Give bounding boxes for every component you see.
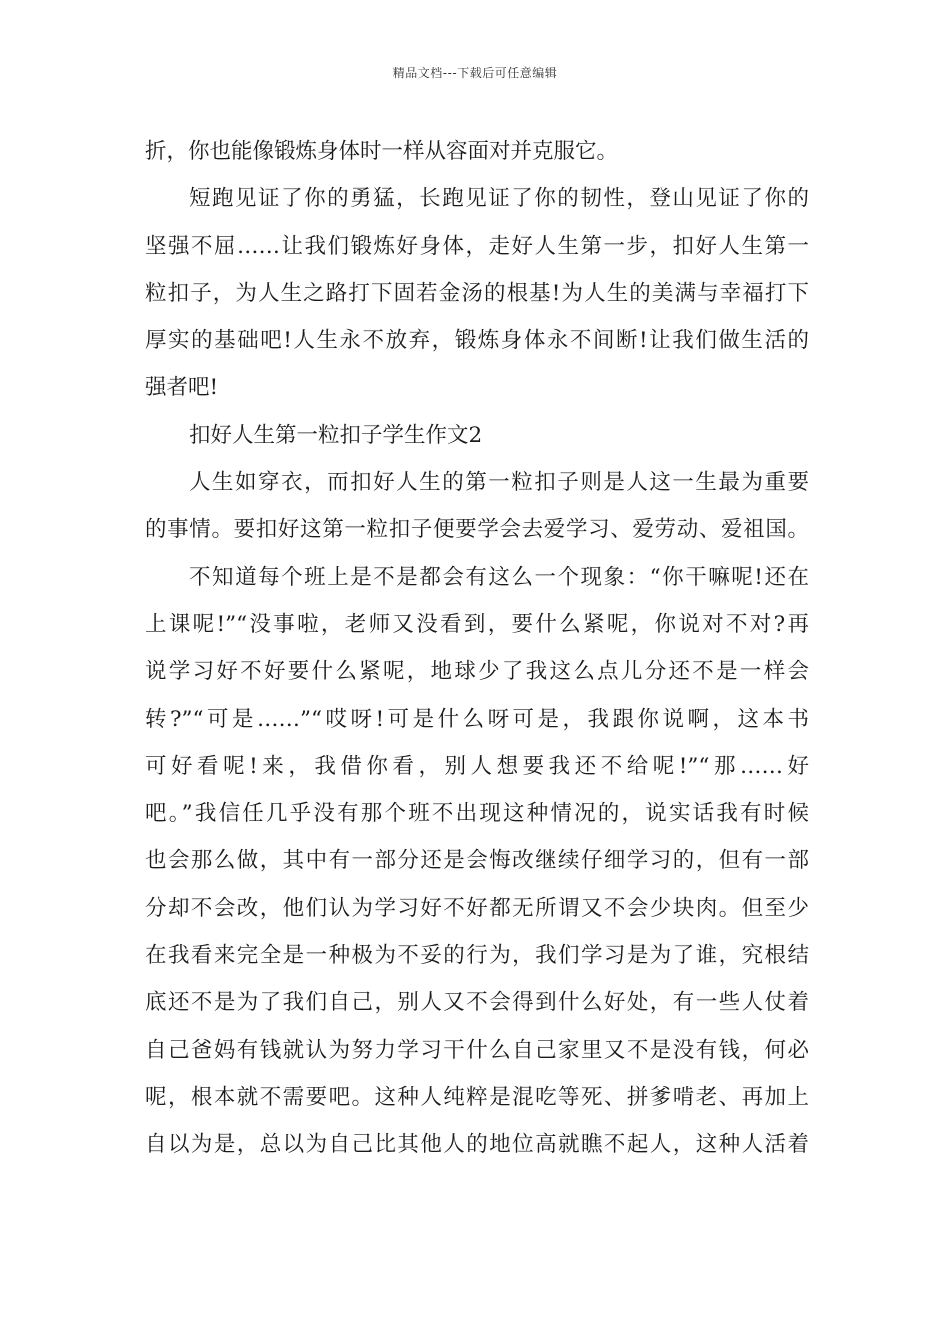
text-line: 吧。”我信任几乎没有那个班不出现这种情况的，说实话我有时候	[145, 801, 809, 827]
text-line: 上课呢!”“没事啦，老师又没看到，要什么紧呢，你说对不对?再	[145, 611, 809, 637]
text-line: 在我看来完全是一种极为不妥的行为，我们学习是为了谁，究根结	[145, 943, 809, 969]
text-line: 自己爸妈有钱就认为努力学习干什么自己家里又不是没有钱，何必	[145, 1037, 809, 1063]
text-line: 说学习好不好要什么紧呢，地球少了我这么点儿分还不是一样会	[145, 659, 809, 685]
text-line: 也会那么做，其中有一部分还是会悔改继续仔细学习的，但有一部	[145, 848, 809, 874]
text-line: 短跑见证了你的勇猛，长跑见证了你的韧性，登山见证了你的	[189, 186, 809, 212]
text-line: 强者吧!	[145, 375, 219, 401]
page-header: 精品文档---下载后可任意编辑	[392, 66, 558, 80]
document-body	[145, 128, 809, 1169]
text-line: 的事情。要扣好这第一粒扣子便要学会去爱学习、爱劳动、爱祖国。	[145, 517, 809, 543]
text-line: 呢，根本就不需要吧。这种人纯粹是混吃等死、拼爹啃老、再加上	[145, 1084, 809, 1110]
text-line: 折，你也能像锻炼身体时一样从容面对并克服它。	[145, 139, 619, 164]
text-line: 厚实的基础吧!人生永不放弃，锻炼身体永不间断!让我们做生活的	[145, 328, 809, 354]
text-line: 可好看呢!来，我借你看，别人想要我还不给呢!”“那……好	[145, 753, 809, 779]
text-line: 自以为是，总以为自己比其他人的地位高就瞧不起人，这种人活着	[145, 1132, 809, 1158]
text-line: 扣好人生第一粒扣子学生作文2	[189, 422, 483, 448]
text-line: 转?”“可是……”“哎呀!可是什么呀可是，我跟你说啊，这本书	[145, 706, 809, 732]
text-line: 底还不是为了我们自己，别人又不会得到什么好处，有一些人仗着	[145, 990, 809, 1016]
text-line: 分却不会改，他们认为学习好不好都无所谓又不会少块肉。但至少	[145, 895, 809, 921]
text-line: 不知道每个班上是不是都会有这么一个现象：“你干嘛呢!还在	[189, 564, 809, 590]
text-line: 粒扣子，为人生之路打下固若金汤的根基!为人生的美满与幸福打下	[145, 280, 809, 306]
text-line: 人生如穿衣，而扣好人生的第一粒扣子则是人这一生最为重要	[189, 470, 809, 496]
text-line: 坚强不屈……让我们锻炼好身体，走好人生第一步，扣好人生第一	[145, 233, 809, 259]
